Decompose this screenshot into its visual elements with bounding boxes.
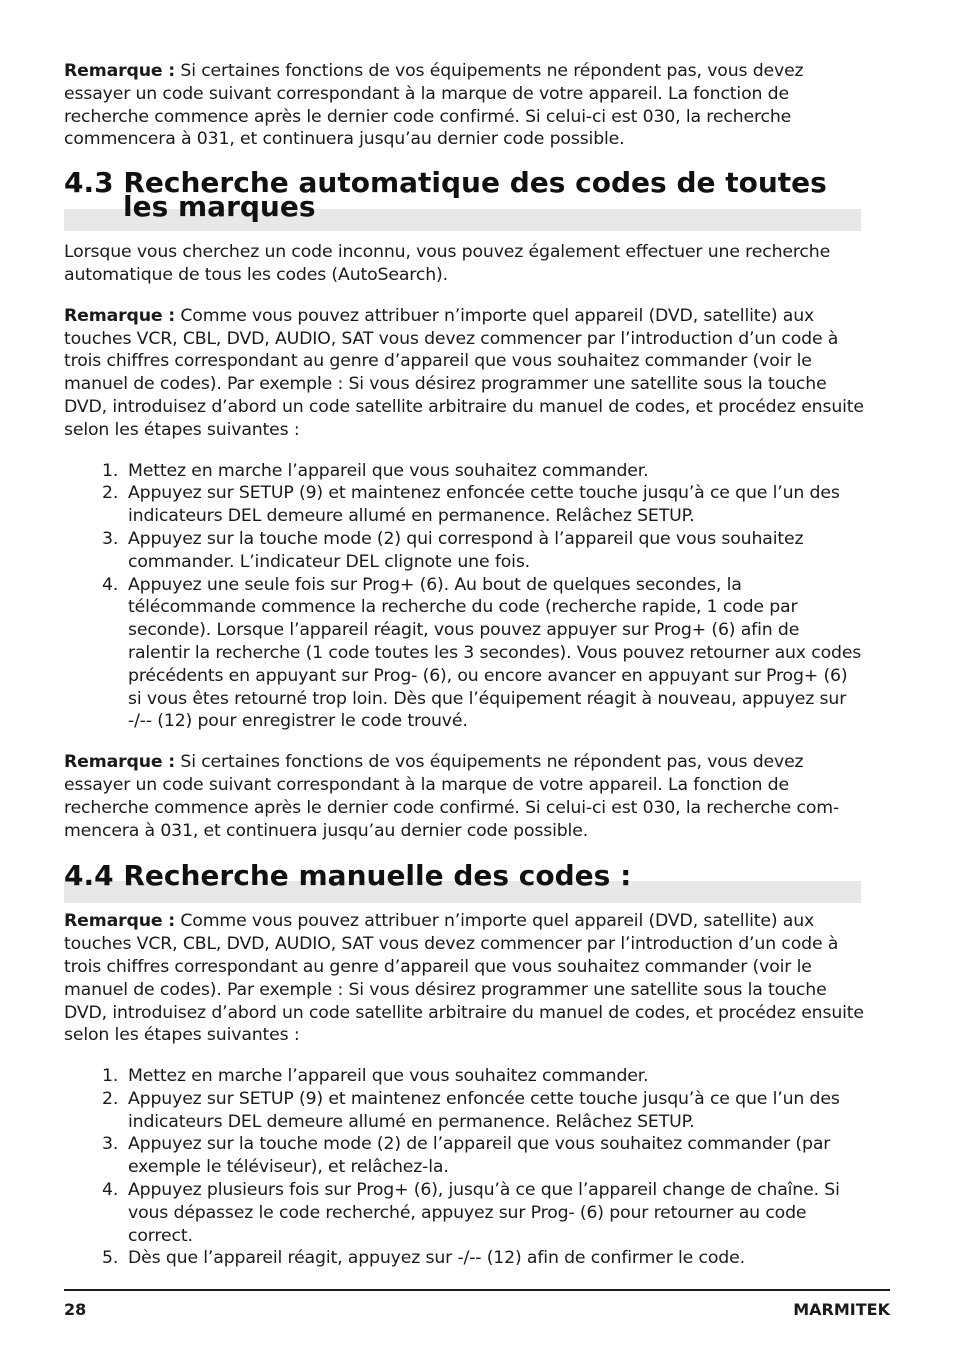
step-number: 3. (102, 528, 119, 549)
intro-note (64, 60, 864, 151)
section-4-3-closing-note-text: Si certaines fonctions de vos équipements ne répondent pas, vous devez essayer un code suivant correspondant à la marque de votre appareil. La fonction de recherche commence après le dernier code confirmé. Si celui-ci est 030, la recherche com-mencera à 031, et continuera jusqu’au dernier code possible. (64, 752, 840, 841)
page-content (64, 60, 864, 1270)
section-4-4-steps (64, 1065, 864, 1270)
list-item (64, 1088, 864, 1134)
section-4-4-note-text: Comme vous pouvez attribuer n’importe quel appareil (DVD, satellite) aux touches VCR, CBL, DVD, AUDIO, SAT vous devez commencer par l’introduction d’un code à trois chiffres correspondant au genre d’appareil que vous souhaitez commander (voir le manuel de codes). Par exemple : Si vous désirez programmer une satellite sous la touche DVD, introduisez d’abord un code satellite arbitraire du manuel de codes, et procédez ensuite selon les étapes suivantes : (64, 911, 864, 1046)
section-4-3-steps (64, 460, 864, 734)
brand-name: MARMITEK (793, 1300, 890, 1319)
step-text: Appuyez sur la touche mode (2) qui correspond à l’appareil que vous souhaitez commander. L’indicateur DEL clignote une fois. (128, 528, 804, 572)
footer-divider (64, 1289, 890, 1291)
step-text: Appuyez sur SETUP (9) et maintenez enfoncée cette touche jusqu’à ce que l’un des indicateurs DEL demeure allumé en permanence. Relâchez SETUP. (128, 483, 840, 527)
section-4-3-heading-line2: les marques (123, 190, 316, 224)
note-label: Remarque : (64, 305, 176, 326)
step-text: Dès que l’appareil réagit, appuyez sur -/-- (12) afin de confirmer le code. (128, 1248, 745, 1269)
note-label: Remarque : (64, 752, 176, 773)
step-text: Appuyez plusieurs fois sur Prog+ (6), jusqu’à ce que l’appareil change de chaîne. Si vous dépassez le code recherché, appuyez sur Prog- (6) pour retourner au code correct. (128, 1180, 840, 1246)
note-label: Remarque : (64, 61, 176, 81)
section-4-3-note-text: Comme vous pouvez attribuer n’importe quel appareil (DVD, satellite) aux touches VCR, CBL, DVD, AUDIO, SAT vous devez commencer par l’introduction d’un code à trois chiffres correspondant au genre d’appareil que vous souhaitez commander (voir le manuel de codes). Par exemple : Si vous désirez programmer une satellite sous la touche DVD, introduisez d’abord un code satellite arbitraire du manuel de codes, et procédez ensuite selon les étapes suivantes : (64, 305, 864, 440)
list-item (64, 574, 864, 734)
step-text: Appuyez une seule fois sur Prog+ (6). Au bout de quelques secondes, la télécommande commence la recherche du code (recherche rapide, 1 code par seconde). Lorsque l’appareil réagit, vous pouvez appuyer sur Prog+ (6) afin de ralentir la recherche (1 code toutes les 3 secondes). Vous pouvez retourner aux codes précédents en appuyant sur Prog- (6), ou encore avancer en appuyant sur Prog+ (6) si vous êtes retourné trop loin. Dès que l’équipement réagit à nouveau, appuyez sur -/-- (12) pour enregistrer le code trouvé. (128, 574, 862, 732)
section-4-3-intro: Lorsque vous cherchez un code inconnu, vous pouvez également effectuer une recherche automatique de tous les codes (AutoSearch). (64, 242, 831, 285)
section-4-4-heading-text: 4.4 Recherche manuelle des codes : (64, 859, 632, 893)
step-number: 4. (102, 574, 119, 595)
step-number: 1. (102, 1066, 119, 1087)
step-number: 4. (102, 1180, 119, 1201)
step-text: Appuyez sur la touche mode (2) de l’appareil que vous souhaitez commander (par exemple le téléviseur), et relâchez-la. (128, 1134, 831, 1178)
section-4-3-heading-line1: 4.3 Recherche automatique des codes de toutes (64, 166, 827, 200)
page-number: 28 (64, 1300, 87, 1319)
list-item (64, 528, 864, 574)
list-item (64, 1065, 864, 1088)
step-text: Appuyez sur SETUP (9) et maintenez enfoncée cette touche jusqu’à ce que l’un des indicateurs DEL demeure allumé en permanence. Relâchez SETUP. (128, 1088, 840, 1132)
step-number: 2. (102, 483, 119, 504)
step-text: Mettez en marche l’appareil que vous souhaitez commander. (128, 460, 649, 481)
note-label: Remarque : (64, 911, 176, 932)
list-item (64, 482, 864, 528)
list-item (64, 1133, 864, 1179)
step-text: Mettez en marche l’appareil que vous souhaitez commander. (128, 1066, 649, 1087)
list-item (64, 1179, 864, 1247)
step-number: 5. (102, 1248, 119, 1269)
section-4-3-closing-note (64, 751, 864, 842)
section-4-3-heading (64, 166, 864, 224)
step-number: 2. (102, 1088, 119, 1109)
list-item (64, 1247, 864, 1270)
step-number: 1. (102, 460, 119, 481)
section-4-4-heading (64, 859, 864, 893)
step-number: 3. (102, 1134, 119, 1155)
list-item (64, 460, 864, 483)
section-4-3-note (64, 305, 864, 442)
intro-note-text: Si certaines fonctions de vos équipements ne répondent pas, vous devez essayer un code suivant correspondant à la marque de votre appareil. La fonction de recherche commence après le dernier code confirmé. Si celui-ci est 030, la recherche commencera à 031, et continuera jusqu’au dernier code possible. (64, 61, 804, 150)
section-4-4-note (64, 910, 864, 1047)
